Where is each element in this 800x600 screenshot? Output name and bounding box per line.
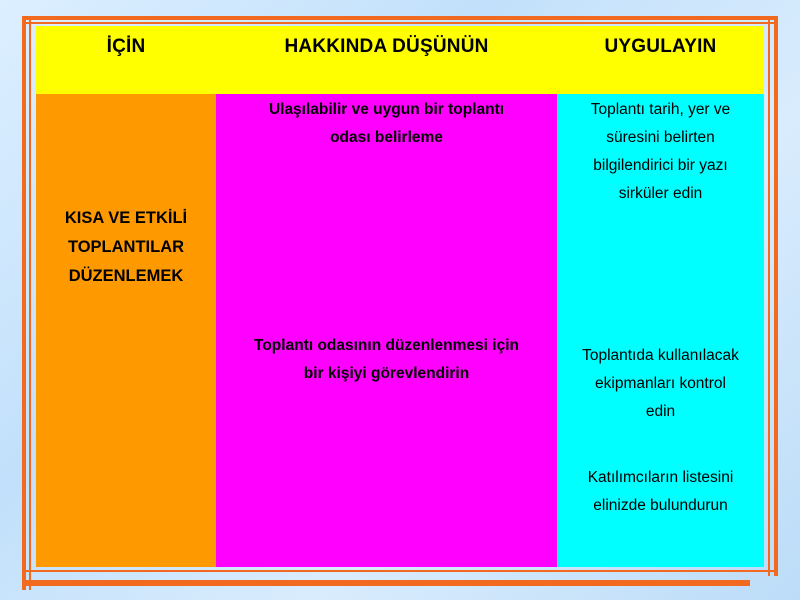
think-item-1-line-2: odası belirleme (330, 129, 443, 146)
think-item-1 (216, 96, 557, 152)
frame-line-top-inner (22, 22, 778, 24)
apply-item-2-line-3: edin (645, 403, 676, 420)
apply-item-1-line-1: Toplantı tarih, yer ve (590, 101, 731, 118)
goal-line-3: DÜZENLEMEK (68, 267, 184, 285)
apply-item-2-line-2: ekipmanları kontrol (595, 375, 726, 392)
apply-column (557, 94, 764, 567)
frame-line-right-outer (774, 16, 778, 576)
table-header-row (36, 26, 764, 94)
apply-item-1-line-4: sirküler edin (618, 185, 703, 202)
goal-line-2: TOPLANTILAR (67, 238, 185, 256)
frame-line-bottom-outer (22, 580, 750, 586)
planning-table (36, 26, 764, 567)
apply-item-2-line-1: Toplantıda kullanılacak (582, 347, 739, 364)
frame-line-right-inner (768, 16, 770, 576)
goal-text (36, 204, 216, 291)
frame-line-top-outer (22, 16, 778, 20)
goal-line-1: KISA VE ETKİLİ (64, 209, 188, 227)
apply-item-1 (557, 96, 764, 208)
apply-item-3-line-1: Katılımcıların listesini (587, 469, 734, 486)
frame-line-bottom-inner (22, 570, 778, 572)
think-item-2-line-1: Toplantı odasının düzenlenmesi için (254, 337, 519, 354)
apply-item-1-line-3: bilgilendirici bir yazı (593, 157, 728, 174)
think-column (216, 94, 557, 567)
apply-item-3-line-2: elinizde bulundurun (593, 497, 728, 514)
frame-line-left-inner (29, 16, 31, 590)
think-item-2-line-2: bir kişiyi görevlendirin (303, 365, 470, 382)
header-for: İÇİN (106, 36, 146, 57)
header-apply: UYGULAYIN (604, 36, 717, 57)
apply-item-3 (557, 464, 764, 520)
goal-column (36, 94, 216, 567)
think-item-2 (216, 332, 557, 388)
think-item-1-line-1: Ulaşılabilir ve uygun bir toplantı (268, 101, 505, 118)
header-think-about: HAKKINDA DÜŞÜNÜN (284, 36, 489, 57)
apply-item-1-line-2: süresini belirten (606, 129, 715, 146)
frame-line-left-outer (22, 16, 26, 590)
apply-item-2 (557, 342, 764, 426)
